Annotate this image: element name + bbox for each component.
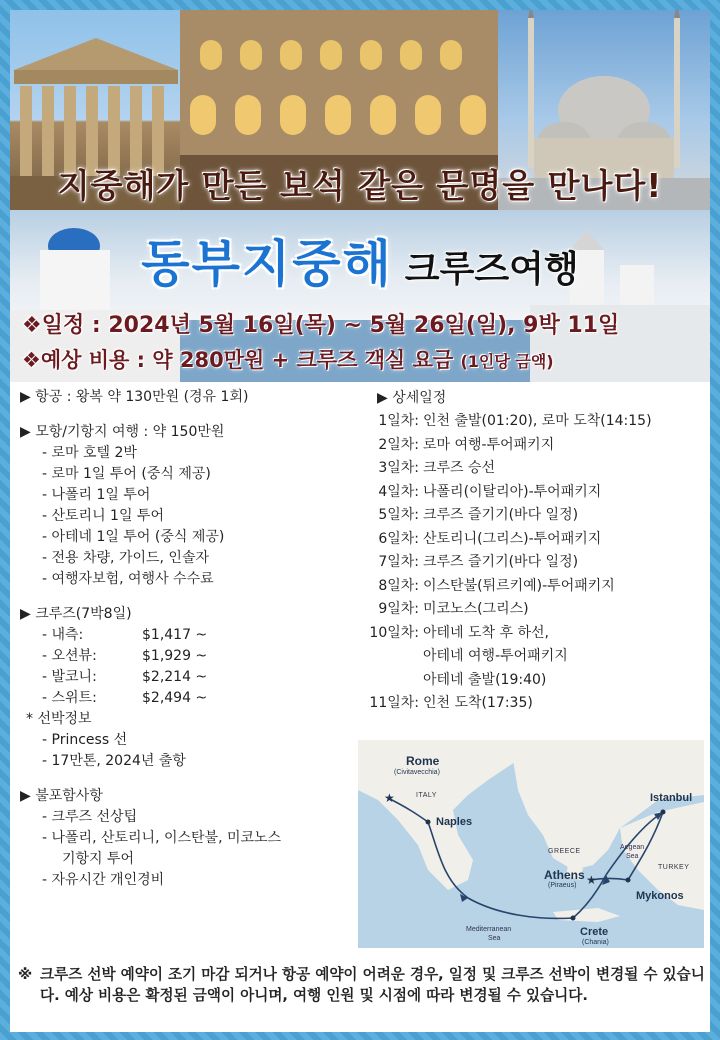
itinerary-day bbox=[365, 504, 705, 528]
day-text: 아테네 여행-투어패키지 bbox=[423, 648, 568, 664]
map-label-med: Mediterranean bbox=[466, 926, 512, 933]
svg-text:★: ★ bbox=[586, 873, 597, 887]
map-label-aegean-sea: Sea bbox=[626, 853, 639, 860]
day-number: 4일차: bbox=[378, 483, 419, 500]
map-label-crete-sub: (Chania) bbox=[582, 939, 609, 946]
itinerary-day bbox=[365, 551, 705, 575]
list-item: - 크루즈 선상팁 bbox=[42, 809, 138, 825]
itinerary-day-continued bbox=[365, 669, 705, 693]
map-label-athens-sub: (Piraeus) bbox=[548, 882, 577, 889]
note-mark: ※ bbox=[18, 966, 33, 983]
day-number: 11일차: bbox=[369, 695, 419, 711]
flyer bbox=[10, 10, 710, 1032]
day-text: 아테네 도착 후 하선, bbox=[423, 624, 549, 641]
cost-text: ❖예상 비용 : 약 280만원 + 크루즈 객실 요금 bbox=[22, 348, 454, 372]
day-number: 1일차: bbox=[378, 413, 419, 429]
list-item: - 로마 호텔 2박 bbox=[42, 445, 137, 461]
title-sub: 크루즈여행 bbox=[404, 249, 579, 290]
cost-details bbox=[20, 387, 365, 905]
ship-head: * 선박정보 bbox=[26, 711, 92, 727]
disclaimer bbox=[18, 964, 708, 1006]
cabin-name: - 내측: bbox=[42, 627, 84, 643]
day-text: 로마 여행-투어패키지 bbox=[423, 436, 555, 453]
day-text: 나폴리(이탈리아)-투어패키지 bbox=[423, 483, 602, 500]
day-number: 10일차: bbox=[369, 624, 419, 641]
airfare-line: ▶ 항공 : 왕복 약 130만원 (경유 1회) bbox=[20, 389, 249, 405]
map-label-istanbul: Istanbul bbox=[650, 792, 693, 804]
map-label-greece: GREECE bbox=[548, 848, 581, 855]
itinerary bbox=[365, 387, 705, 716]
itinerary-day bbox=[365, 598, 705, 622]
day-text: 이스탄불(튀르키예)-투어패키지 bbox=[423, 577, 615, 594]
day-number: 5일차: bbox=[378, 507, 419, 523]
day-text: 크루즈 즐기기(바다 일정) bbox=[423, 554, 579, 570]
cruise-section bbox=[20, 604, 365, 709]
cabin-price-value: $2,494 ~ bbox=[142, 690, 208, 706]
itinerary-head: ▶ 상세일정 bbox=[377, 390, 447, 406]
list-item-continued: 기항지 투어 bbox=[62, 851, 135, 867]
cruise-head: ▶ 크루즈(7박8일) bbox=[20, 606, 132, 622]
day-text: 크루즈 승선 bbox=[423, 460, 496, 476]
cabin-price-value: $1,929 ~ bbox=[142, 648, 208, 664]
list-item: - 산토리니 1일 투어 bbox=[42, 508, 164, 524]
list-item: - 로마 1일 투어 (중식 제공) bbox=[42, 466, 211, 482]
itinerary-day bbox=[365, 692, 705, 716]
day-number: 2일차: bbox=[378, 436, 419, 453]
list-item: - 17만톤, 2024년 출항 bbox=[42, 753, 186, 769]
map-label-athens: Athens bbox=[544, 868, 585, 882]
ship-section bbox=[20, 709, 365, 772]
list-item: - 여행자보험, 여행사 수수료 bbox=[42, 571, 214, 587]
map-label-rome-sub: (Civitavecchia) bbox=[394, 769, 440, 776]
map-label-aegean: Aegean bbox=[620, 844, 645, 851]
cabin-name: - 오션뷰: bbox=[42, 648, 97, 664]
day-number: 7일차: bbox=[378, 554, 419, 570]
day-number: 6일차: bbox=[378, 530, 419, 547]
day-number: 3일차: bbox=[378, 460, 419, 476]
route-map bbox=[358, 740, 704, 948]
disclaimer-text: 크루즈 선박 예약이 조기 마감 되거나 항공 예약이 어려운 경우, 일정 및 크루즈 선박이 변경될 수 있습니다. 예상 비용은 확정된 금액이 아니며, 여행 인원 및 시점에 따라 변경될 수 있습니다. bbox=[40, 966, 705, 1004]
tagline: 지중해가 만든 보석 같은 문명을 만나다! bbox=[57, 166, 663, 205]
svg-text:★: ★ bbox=[384, 791, 395, 805]
itinerary-day bbox=[365, 481, 705, 505]
map-label-mykonos: Mykonos bbox=[636, 890, 684, 902]
cabin-price-value: $1,417 ~ bbox=[142, 627, 208, 643]
day-text: 인천 출발(01:20), 로마 도착(14:15) bbox=[423, 413, 652, 429]
day-number: 9일차: bbox=[378, 601, 419, 617]
list-item: - 나폴리 1일 투어 bbox=[42, 487, 151, 503]
map-label-italy: ITALY bbox=[416, 792, 437, 799]
list-item: - Princess 선 bbox=[42, 732, 128, 748]
day-text: 인천 도착(17:35) bbox=[423, 695, 533, 711]
day-text: 크루즈 즐기기(바다 일정) bbox=[423, 507, 579, 523]
title-main: 동부지중해 bbox=[141, 235, 393, 293]
excluded-section bbox=[20, 786, 365, 891]
map-label-naples: Naples bbox=[436, 816, 473, 828]
itinerary-day bbox=[365, 622, 705, 646]
excluded-head: ▶ 불포함사항 bbox=[20, 788, 103, 804]
cabin-price bbox=[20, 667, 365, 688]
hero-banner bbox=[10, 10, 710, 382]
itinerary-day bbox=[365, 575, 705, 599]
map-label-crete: Crete bbox=[580, 926, 609, 938]
day-text: 미코노스(그리스) bbox=[423, 601, 529, 617]
list-item: - 아테네 1일 투어 (중식 제공) bbox=[42, 529, 225, 545]
cost-note: (1인당 금액) bbox=[460, 352, 554, 371]
cabin-name: - 스위트: bbox=[42, 690, 97, 706]
list-item: - 전용 차량, 가이드, 인솔자 bbox=[42, 550, 209, 566]
day-text: 산토리니(그리스)-투어패키지 bbox=[423, 530, 602, 547]
tour-head: ▶ 모항/기항지 여행 : 약 150만원 bbox=[20, 424, 225, 440]
day-number: 8일차: bbox=[378, 577, 419, 594]
day-text: 아테네 출발(19:40) bbox=[423, 671, 547, 688]
map-label-rome: Rome bbox=[406, 754, 440, 768]
map-label-med-sea: Sea bbox=[488, 935, 501, 942]
list-item: - 자유시간 개인경비 bbox=[42, 872, 165, 888]
cabin-price bbox=[20, 688, 365, 709]
itinerary-day bbox=[365, 528, 705, 552]
cabin-name: - 발코니: bbox=[42, 669, 97, 685]
list-item: - 나폴리, 산토리니, 이스탄불, 미코노스 bbox=[42, 830, 282, 846]
cabin-price-value: $2,214 ~ bbox=[142, 669, 208, 685]
cabin-price bbox=[20, 625, 365, 646]
main-title bbox=[10, 224, 710, 296]
cost-line bbox=[22, 344, 554, 374]
itinerary-day bbox=[365, 457, 705, 481]
schedule-line: ❖일정 : 2024년 5월 16일(목) ~ 5월 26일(일), 9박 11일 bbox=[22, 313, 620, 338]
itinerary-day-continued bbox=[365, 645, 705, 669]
cabin-price bbox=[20, 646, 365, 667]
map-label-turkey: TURKEY bbox=[658, 864, 690, 871]
tour-section bbox=[20, 422, 365, 590]
itinerary-day bbox=[365, 434, 705, 458]
itinerary-day bbox=[365, 410, 705, 434]
